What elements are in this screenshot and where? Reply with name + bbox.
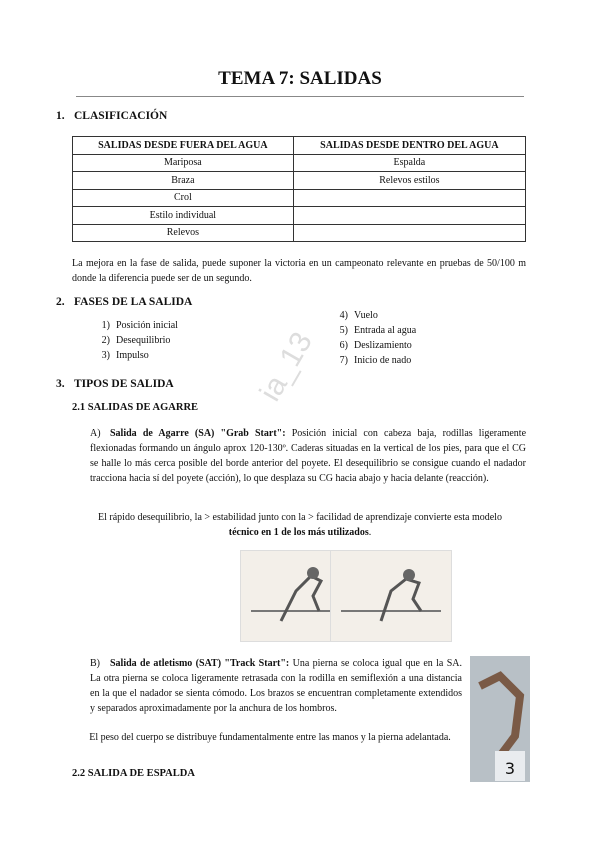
- subsection-2-2-heading: 2.2 SALIDA DE ESPALDA: [72, 768, 195, 779]
- track-start-note: El peso del cuerpo se distribuye fundamentalmente entre las manos y la pierna adelantada.: [89, 732, 451, 743]
- intro-paragraph: La mejora en la fase de salida, puede suponer la victoria en un campeonato relevante en pruebas de 50/100 m donde la diferencia puede ser de un segundo.: [72, 258, 526, 284]
- table-row: Crol: [73, 189, 526, 207]
- page-title: TEMA 7: SALIDAS: [218, 68, 382, 89]
- watermark: ia_13: [253, 326, 319, 407]
- phases-list-left: [90, 318, 178, 363]
- list-item: 5) Entrada al agua: [339, 325, 417, 336]
- table-row: Braza Relevos estilos: [73, 172, 526, 190]
- grab-start-figure-right: [330, 550, 452, 642]
- list-item: 4) Vuelo: [339, 310, 378, 321]
- grab-start-note: El rápido desequilibrio, la > estabilidad junto con la > facilidad de aprendizaje convierte esta modelo técnico en 1 de los más utilizados.: [98, 512, 502, 538]
- list-item: 1) Posición inicial: [101, 320, 178, 331]
- swimmer-photo: [470, 656, 530, 782]
- subsection-2-1-heading: 2.1 SALIDAS DE AGARRE: [72, 402, 199, 413]
- title-rule: [76, 96, 524, 97]
- table-header-outside: SALIDAS DESDE FUERA DEL AGUA: [73, 137, 294, 155]
- table-row: Estilo individual: [73, 207, 526, 225]
- list-item: 7) Inicio de nado: [339, 355, 412, 366]
- table-row: Mariposa Espalda: [73, 154, 526, 172]
- section-3-heading: 3. TIPOS DE SALIDA: [56, 378, 174, 390]
- classification-table: [72, 136, 526, 242]
- list-item: 6) Deslizamiento: [339, 340, 412, 351]
- svg-text:3: 3: [504, 759, 516, 778]
- track-start-item: B) Salida de atletismo (SAT) "Track Start": Una pierna se coloca igual que en la SA. La otra pierna se coloca ligeramente retrasada con la rodilla en semiflexión a una distancia en la que el nadador se sienta cómodo. Los brazos se encuentran completamente extendidos y separados aproximadamente por la anchura de los hombros.: [90, 658, 462, 714]
- section-1-heading: 1. CLASIFICACIÓN: [56, 110, 168, 122]
- phases-list-right: [328, 308, 416, 368]
- list-item: 3) Impulso: [101, 350, 149, 361]
- list-item: 2) Desequilibrio: [101, 335, 171, 346]
- table-header-inside: SALIDAS DESDE DENTRO DEL AGUA: [293, 137, 525, 155]
- table-row: Relevos: [73, 224, 526, 242]
- grab-start-item: A) Salida de Agarre (SA) "Grab Start": Posición inicial con cabeza baja, rodillas ligeramente flexionadas formando un ángulo aprox 120-130º. Caderas situadas en la vertical de los pies, para que el CG se halle lo más cerca posible del borde anterior del poyete. El desequilibrio se consigue cuando el nadador tracciona hacia sí del poyete (acción), lo que desplaza su CG hacia abajo y hacia delante (reacción).: [90, 428, 527, 484]
- section-2-heading: 2. FASES DE LA SALIDA: [56, 296, 193, 308]
